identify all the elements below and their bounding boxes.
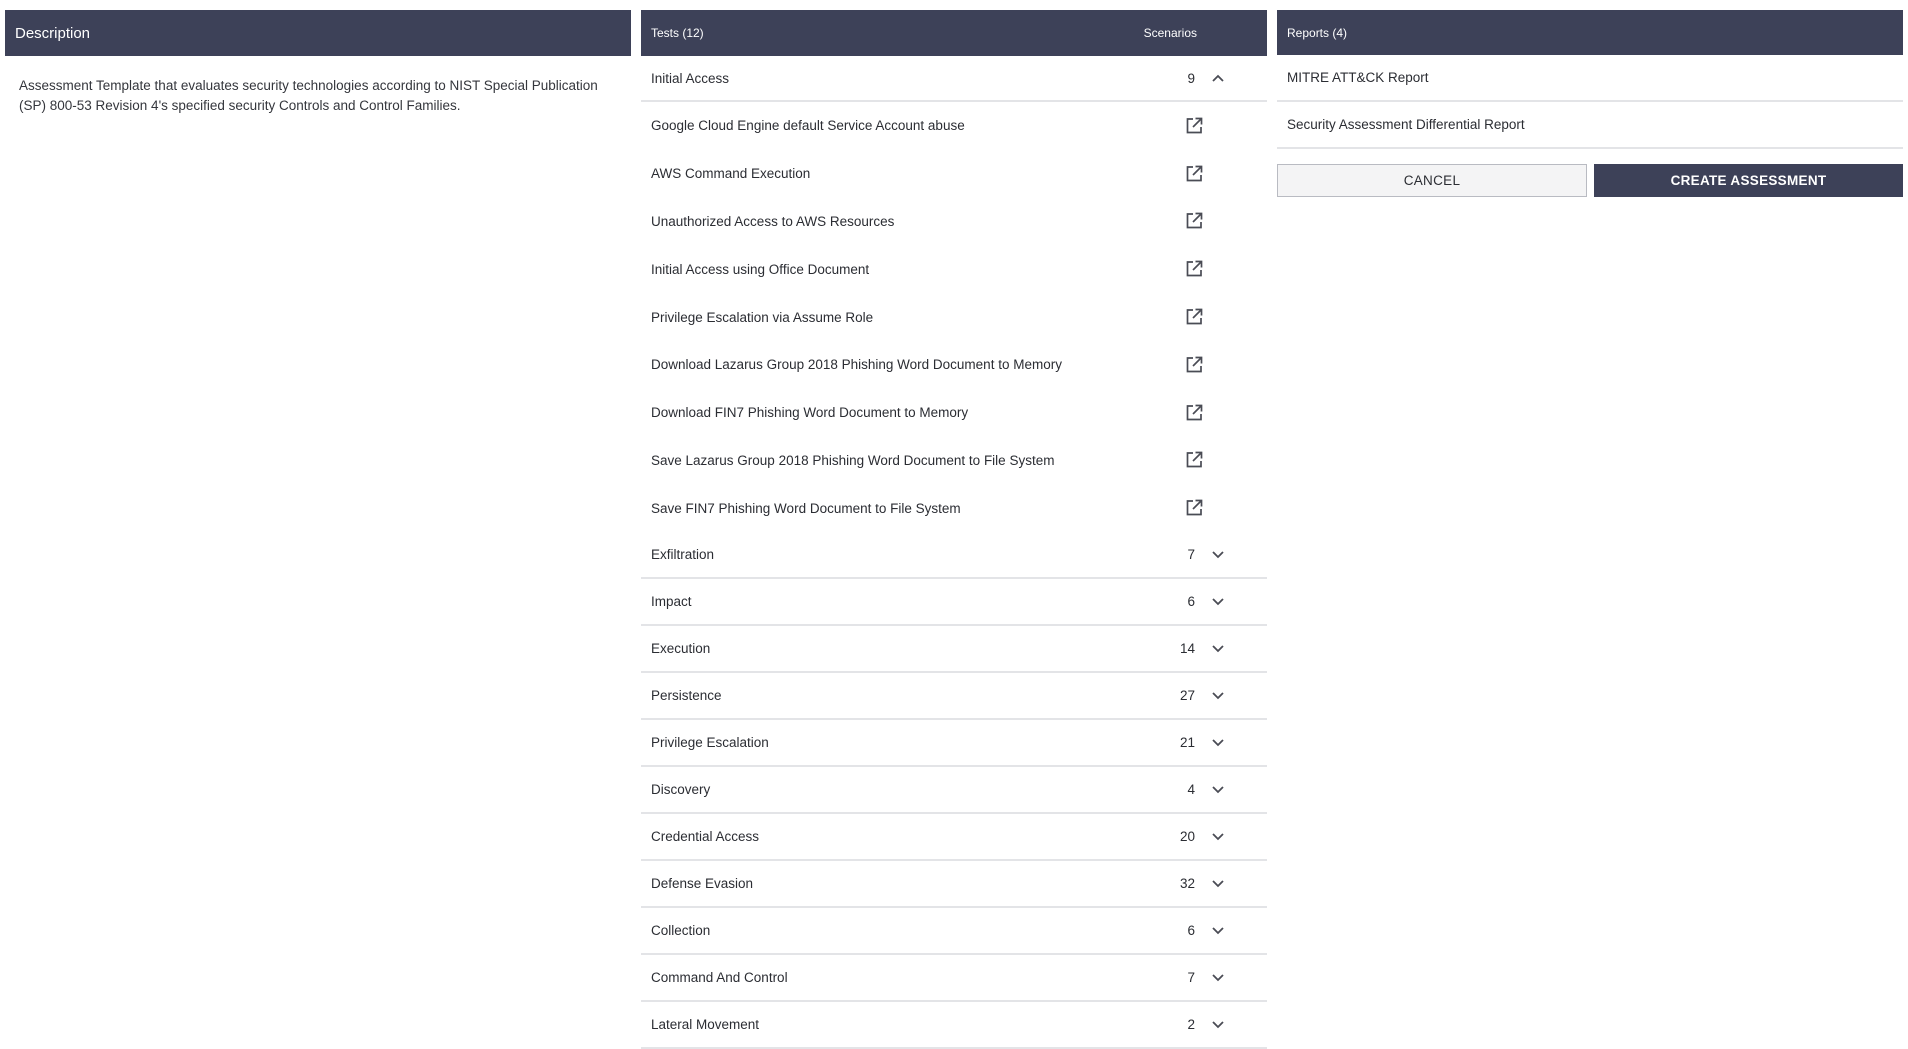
category-label: Defense Evasion — [651, 876, 754, 892]
external-link-icon[interactable] — [1182, 257, 1206, 281]
description-text: Assessment Template that evaluates security technologies according to NIST Special Publication (SP) 800-53 Revision 4's specified security Controls and Control Families. — [19, 78, 598, 113]
report-label: MITRE ATT&CK Report — [1287, 70, 1429, 85]
description-title: Description — [15, 24, 91, 42]
category-count: 7 — [1187, 547, 1195, 563]
tests-title: Tests (12) — [651, 26, 704, 40]
reports-header — [1277, 10, 1903, 55]
category-row[interactable] — [641, 579, 1267, 626]
description-header — [5, 10, 631, 56]
test-row[interactable] — [641, 437, 1267, 485]
chevron-down-icon[interactable] — [1207, 779, 1229, 801]
tests-panel — [641, 10, 1267, 1049]
category-label: Discovery — [651, 782, 711, 798]
external-link-icon[interactable] — [1182, 496, 1206, 520]
test-row[interactable] — [641, 341, 1267, 389]
test-row[interactable] — [641, 293, 1267, 341]
scenarios-column-header: Scenarios — [1143, 26, 1197, 40]
category-row[interactable] — [641, 861, 1267, 908]
category-label: Command And Control — [651, 970, 788, 986]
chevron-down-icon[interactable] — [1207, 920, 1229, 942]
reports-title: Reports (4) — [1287, 25, 1348, 40]
category-count: 9 — [1187, 70, 1195, 86]
chevron-down-icon[interactable] — [1207, 1014, 1229, 1036]
chevron-down-icon[interactable] — [1207, 591, 1229, 613]
category-row[interactable] — [641, 1002, 1267, 1049]
external-link-icon[interactable] — [1182, 353, 1206, 377]
category-row[interactable] — [641, 955, 1267, 1002]
create-assessment-button[interactable]: CREATE ASSESSMENT — [1594, 164, 1903, 197]
category-count: 2 — [1187, 1017, 1195, 1033]
category-row[interactable] — [641, 720, 1267, 767]
category-count: 20 — [1179, 829, 1195, 845]
external-link-icon[interactable] — [1182, 448, 1206, 472]
category-count: 4 — [1187, 782, 1195, 798]
test-row[interactable] — [641, 484, 1267, 532]
external-link-icon[interactable] — [1182, 162, 1206, 186]
external-link-icon[interactable] — [1182, 401, 1206, 425]
chevron-down-icon[interactable] — [1207, 967, 1229, 989]
category-label: Persistence — [651, 688, 722, 704]
test-label: Save Lazarus Group 2018 Phishing Word Document to File System — [651, 452, 1055, 468]
chevron-down-icon[interactable] — [1207, 732, 1229, 754]
chevron-down-icon[interactable] — [1207, 685, 1229, 707]
category-row[interactable] — [641, 532, 1267, 579]
test-label: Download Lazarus Group 2018 Phishing Word Document to Memory — [651, 357, 1062, 373]
chevron-up-icon[interactable] — [1207, 67, 1229, 89]
reports-panel — [1277, 10, 1903, 197]
report-item[interactable] — [1277, 102, 1903, 149]
external-link-icon[interactable] — [1182, 209, 1206, 233]
chevron-down-icon[interactable] — [1207, 826, 1229, 848]
category-row[interactable] — [641, 673, 1267, 720]
test-label: Download FIN7 Phishing Word Document to Memory — [651, 405, 969, 421]
category-label: Impact — [651, 594, 692, 610]
test-row[interactable] — [641, 198, 1267, 246]
test-label: Google Cloud Engine default Service Account abuse — [651, 118, 965, 134]
cancel-button[interactable]: CANCEL — [1277, 164, 1587, 197]
collapsed-categories-list — [641, 532, 1267, 1049]
test-label: AWS Command Execution — [651, 166, 811, 182]
chevron-down-icon[interactable] — [1207, 544, 1229, 566]
action-buttons — [1277, 164, 1903, 197]
category-count: 7 — [1187, 970, 1195, 986]
chevron-down-icon[interactable] — [1207, 873, 1229, 895]
category-row[interactable] — [641, 626, 1267, 673]
test-label: Privilege Escalation via Assume Role — [651, 309, 874, 325]
description-panel — [5, 10, 631, 116]
category-row[interactable] — [641, 767, 1267, 814]
category-label: Initial Access — [651, 70, 730, 86]
test-label: Initial Access using Office Document — [651, 261, 870, 277]
test-row[interactable] — [641, 150, 1267, 198]
category-label: Credential Access — [651, 829, 760, 845]
category-label: Exfiltration — [651, 547, 715, 563]
category-label: Privilege Escalation — [651, 735, 769, 751]
report-label: Security Assessment Differential Report — [1287, 117, 1525, 132]
category-count: 27 — [1179, 688, 1195, 704]
report-item[interactable] — [1277, 55, 1903, 102]
category-count: 21 — [1179, 735, 1195, 751]
category-count: 6 — [1187, 594, 1195, 610]
external-link-icon[interactable] — [1182, 114, 1206, 138]
category-label: Collection — [651, 923, 711, 939]
category-row-initial-access[interactable] — [641, 56, 1267, 102]
test-label: Unauthorized Access to AWS Resources — [651, 213, 895, 229]
category-row[interactable] — [641, 814, 1267, 861]
category-count: 6 — [1187, 923, 1195, 939]
category-label: Execution — [651, 641, 711, 657]
category-row[interactable] — [641, 908, 1267, 955]
test-label: Save FIN7 Phishing Word Document to File System — [651, 500, 961, 516]
test-row[interactable] — [641, 245, 1267, 293]
category-label: Lateral Movement — [651, 1017, 760, 1033]
category-count: 14 — [1179, 641, 1195, 657]
category-count: 32 — [1179, 876, 1195, 892]
external-link-icon[interactable] — [1182, 305, 1206, 329]
chevron-down-icon[interactable] — [1207, 638, 1229, 660]
test-row[interactable] — [641, 389, 1267, 437]
tests-header — [641, 10, 1267, 56]
test-row[interactable] — [641, 102, 1267, 150]
initial-access-tests-list — [641, 102, 1267, 532]
